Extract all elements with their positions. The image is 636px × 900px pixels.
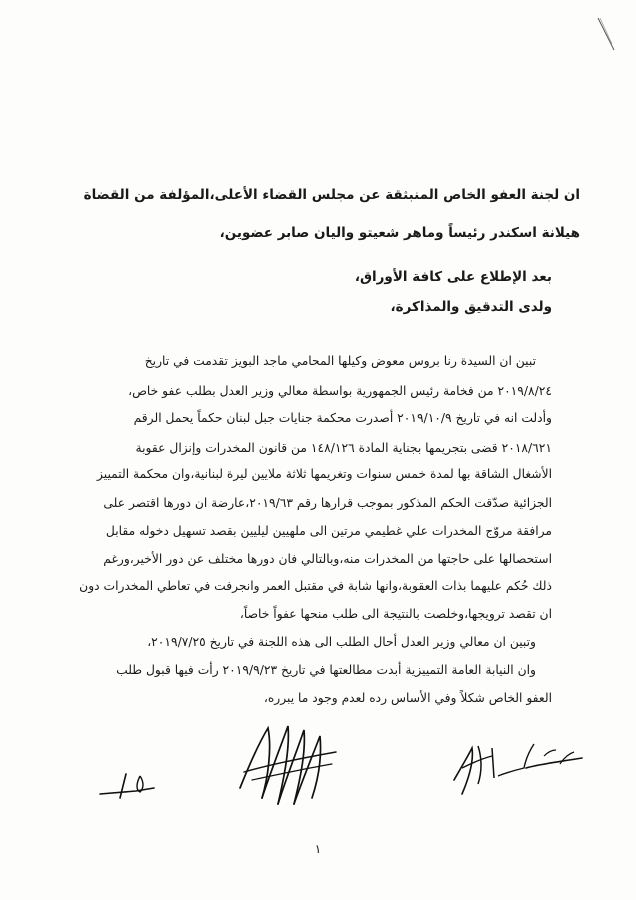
intro-line-2: ولدى التدقيق والمذاكرة، [390, 299, 552, 315]
intro-line-1: بعد الإطلاع على كافة الأوراق، [354, 269, 552, 285]
signature-left [96, 764, 166, 804]
body-line: العفو الخاص شكلاً وفي الأساس رده لعدم وجود ما يبرره، [263, 691, 552, 705]
corner-mark [596, 14, 616, 54]
body-line: استحصالها على حاجتها من المخدرات منه،وبالتالي فان دورها مختلف عن دور الأخير،ورغم [103, 552, 552, 566]
body-line: وتبين ان معالي وزير العدل أحال الطلب الى هذه اللجنة في تاريخ ٢٠١٩/٧/٢٥، [147, 635, 536, 649]
heading-line-2: هيلانة اسكندر رئيساً وماهر شعيتو واليان صابر عضوين، [219, 225, 580, 241]
body-line: ذلك حُكم عليهما بذات العقوبة،وانها شابة في مقتبل العمر وانجرفت في تعاطي المخدرات دون [79, 579, 552, 593]
body-line: مرافقة مروّج المخدرات علي غطيمي مرتين الى ملهيين ليليين بقصد تسهيل دخوله مقابل [105, 524, 552, 538]
body-line: الأشغال الشاقة بها لمدة خمس سنوات وتغريمها ثلاثة ملايين ليرة لبنانية،وان محكمة التمييز [96, 467, 552, 481]
body-line: ان تقصد ترويجها،وخلصت بالنتيجة الى طلب منحها عفواً خاصاً، [239, 607, 552, 621]
body-line: تبين ان السيدة رنا بروس معوض وكيلها المحامي ماجد البويز تقدمت في تاريخ [144, 354, 536, 368]
body-line: وان النيابة العامة التمييزية أبدت مطالعتها في تاريخ ٢٠١٩/٩/٢٣ رأت فيها قبول طلب [116, 663, 536, 677]
body-line: الجزائية صدّقت الحكم المذكور بموجب قرارها رقم ٢٠١٩/٦٣،عارضة ان دورها اقتصر على [103, 496, 552, 510]
page-number: ١ [314, 842, 322, 856]
signature-right [448, 728, 588, 804]
body-line: ٢٠١٩/٨/٢٤ من فخامة رئيس الجمهورية بواسطة معالي وزير العدل بطلب عفو خاص، [128, 384, 552, 398]
body-line: ٢٠١٨/٦٢١ قضى بتجريمها بجناية المادة ١٤٨/١٢٦ من قانون المخدرات وإنزال عقوبة [135, 441, 552, 455]
signature-middle [232, 718, 344, 810]
body-line: وأدلت انه في تاريخ ٢٠١٩/١٠/٩ أصدرت محكمة جنايات جبل لبنان حكماً يحمل الرقم [133, 411, 552, 425]
heading-line-1: ان لجنة العفو الخاص المنبثقة عن مجلس القضاء الأعلى،المؤلفة من القضاة [83, 187, 580, 203]
